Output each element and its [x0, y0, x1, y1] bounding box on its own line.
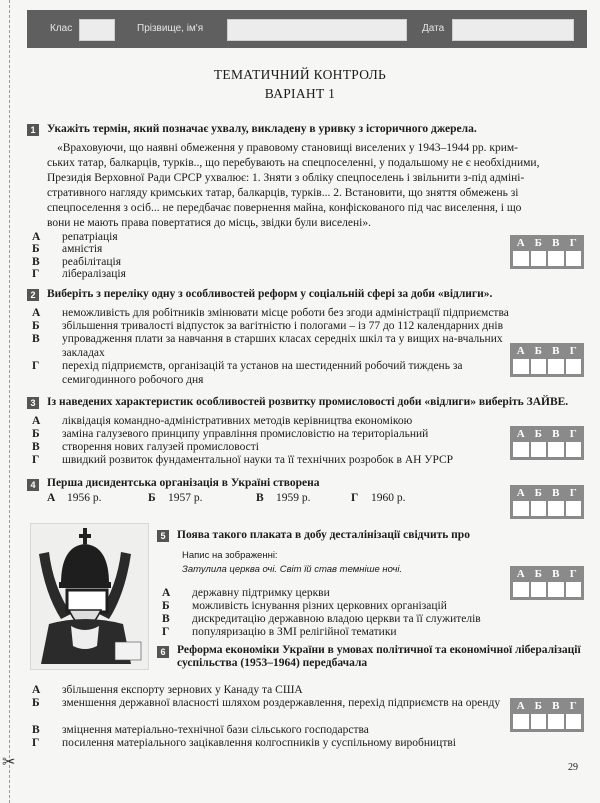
answer-letter: Г: [569, 345, 577, 357]
answer-option: [162, 626, 522, 640]
source-line: Президія Верховної Ради СРСР ухвалює: 1. Зняти з обліку спецпоселень і звільнити з-під адміні-: [47, 172, 525, 184]
answer-grid[interactable]: [510, 566, 584, 600]
answer-cell[interactable]: [531, 359, 547, 374]
answer-letter: В: [552, 345, 560, 357]
answer-cell[interactable]: [531, 251, 547, 266]
option-text: репатріація: [62, 231, 118, 243]
answer-option: [32, 724, 517, 738]
option-letter: Г: [32, 360, 40, 372]
option-letter: А: [47, 492, 56, 504]
answer-cell[interactable]: [548, 442, 564, 457]
question-text: Перша дисидентська організація в Україні створена: [47, 477, 320, 489]
answer-letter: Г: [569, 568, 577, 580]
answer-option: [32, 737, 517, 751]
option-text: посилення матеріального зацікавлення колгоспників у суспільному виробництві: [62, 737, 456, 749]
question-number: 2: [27, 289, 39, 301]
answer-letter: А: [516, 428, 525, 440]
answer-letter: Б: [534, 700, 542, 712]
question-number: 3: [27, 397, 39, 409]
name-field[interactable]: [227, 19, 407, 41]
question-number: 4: [27, 479, 39, 491]
question-text: Виберіть з переліку одну з особливостей реформ у соціальній сфері за доби «відлиги».: [47, 288, 493, 300]
option-text: реабілітація: [62, 256, 121, 268]
answer-letter: Б: [534, 428, 542, 440]
answer-letter: А: [516, 568, 525, 580]
question-text: Поява такого плаката в добу десталінізації свідчить про: [177, 529, 470, 541]
option-letter: Б: [32, 243, 40, 255]
option-text: заміна галузевого принципу управління промисловістю на територіальний: [62, 428, 429, 440]
option-letter: Б: [32, 320, 40, 332]
question-text: Укажіть термін, який позначає ухвалу, викладену в уривку з історичного джерела.: [47, 123, 477, 135]
answer-option: [256, 492, 311, 506]
question-number: 6: [157, 646, 169, 658]
answer-option: [351, 492, 406, 506]
answer-cell[interactable]: [513, 582, 529, 597]
answer-option: [32, 268, 362, 282]
source-line: спецпоселення з осіб... не передбачає повернення майна, конфіскованого під час виселення, і що: [47, 202, 522, 214]
option-letter: А: [32, 307, 41, 319]
answer-grid[interactable]: [510, 235, 584, 269]
option-letter: Б: [32, 428, 40, 440]
date-field[interactable]: [452, 19, 574, 41]
option-text: 1956 р.: [67, 492, 102, 504]
answer-option: [32, 320, 517, 334]
answer-cell[interactable]: [531, 442, 547, 457]
option-text: 1960 р.: [371, 492, 406, 504]
caption-text: Затулила церква очі. Світ їй став темніше ночі.: [182, 564, 403, 575]
answer-cell[interactable]: [566, 582, 582, 597]
option-text: упровадження плати за навчання в старших класах середніх шкіл та у вищих на-вчальних закладах: [62, 333, 503, 359]
option-letter: В: [256, 492, 264, 504]
answer-letter: А: [516, 345, 525, 357]
answer-cell[interactable]: [531, 714, 547, 729]
answer-option: [32, 697, 517, 711]
option-letter: А: [162, 587, 171, 599]
answer-cell[interactable]: [566, 359, 582, 374]
answer-cell[interactable]: [548, 251, 564, 266]
answer-letter: А: [516, 700, 525, 712]
question-number: 1: [27, 124, 39, 136]
answer-letter: Б: [534, 487, 542, 499]
answer-letter: Г: [569, 487, 577, 499]
answer-cell[interactable]: [566, 501, 582, 516]
answer-cell[interactable]: [548, 501, 564, 516]
answer-grid[interactable]: [510, 426, 584, 460]
option-letter: А: [32, 684, 41, 696]
option-letter: В: [32, 256, 40, 268]
answer-letter: А: [516, 487, 525, 499]
answer-letter: Б: [534, 237, 542, 249]
answer-grid[interactable]: [510, 485, 584, 519]
student-header: [27, 10, 587, 48]
answer-letter: Б: [534, 345, 542, 357]
option-text: зменшення державної власності шляхом роздержавлення, перехід підприємств на оренду: [62, 697, 501, 709]
option-letter: В: [32, 333, 40, 345]
option-letter: Г: [32, 268, 40, 280]
answer-option: [32, 307, 517, 321]
option-text: перехід підприємств, організацій та установ на шестиденний робочий тиждень за семигодинного робочого дня: [62, 360, 463, 386]
option-text: створення нових галузей промисловості: [62, 441, 259, 453]
answer-option: [47, 492, 102, 506]
question-text: Із наведених характеристик особливостей розвитку промисловості доби «відлиги» виберіть ЗАЙВЕ.: [47, 396, 569, 408]
answer-option: [32, 333, 517, 360]
option-text: неможливість для робітників змінювати місце роботи без згоди адміністрації підприємства: [62, 307, 509, 319]
caption-label: Напис на зображенні:: [182, 550, 278, 561]
option-letter: А: [32, 231, 41, 243]
option-letter: В: [32, 724, 40, 736]
option-letter: Б: [162, 600, 170, 612]
option-text: збільшення тривалості відпусток за вагітністю і пологами – із 77 до 112 календарних днів: [62, 320, 504, 332]
poster-image: [30, 523, 149, 670]
option-text: державну підтримку церкви: [192, 587, 330, 599]
answer-option: [32, 684, 517, 698]
variant-title: ВАРІАНТ 1: [264, 86, 336, 101]
source-quote: [47, 141, 581, 231]
answer-grid[interactable]: [510, 698, 584, 732]
answer-cell[interactable]: [513, 442, 529, 457]
answer-cell[interactable]: [531, 582, 547, 597]
answer-option: [32, 441, 522, 455]
answer-option: [32, 415, 522, 429]
question-text: Реформа економіки України в умовах політичної та економічної лібералізації суспільства (1953–1964) передбачала: [177, 644, 581, 669]
answer-cell[interactable]: [513, 714, 529, 729]
option-text: збільшення експорту зернових у Канаду та США: [62, 684, 303, 696]
answer-grid[interactable]: [510, 343, 584, 377]
option-text: дискредитацію державною владою церкви та її служителів: [192, 613, 481, 625]
answer-cell[interactable]: [531, 501, 547, 516]
option-text: 1959 р.: [276, 492, 311, 504]
option-text: популяризацію в ЗМІ релігійної тематики: [192, 626, 397, 638]
option-letter: Б: [32, 697, 40, 709]
option-text: ліквідація командно-адміністративних методів керівництва економікою: [62, 415, 413, 427]
option-text: можливість існування різних церковних організацій: [192, 600, 447, 612]
source-line: вони не мають права повертатися до місць, звідки були виселені».: [47, 217, 371, 229]
option-text: лібералізація: [62, 268, 126, 280]
answer-cell[interactable]: [513, 501, 529, 516]
class-field[interactable]: [79, 19, 115, 41]
answer-cell[interactable]: [513, 359, 529, 374]
source-line: ських татар, балкарців, турків.., що перебувають на спецпоселенні, у подальшому не є необхідними,: [47, 157, 540, 169]
option-letter: Б: [148, 492, 156, 504]
answer-cell[interactable]: [548, 714, 564, 729]
answer-option: [32, 360, 517, 387]
answer-cell[interactable]: [548, 582, 564, 597]
answer-cell[interactable]: [566, 251, 582, 266]
source-line: стративного нагляду кримських татар, балкарців, турків... 2. Встановити, що зняття обмежень зі: [47, 187, 519, 199]
answer-letter: Г: [569, 700, 577, 712]
answer-cell[interactable]: [566, 442, 582, 457]
answer-cell[interactable]: [513, 251, 529, 266]
answer-letter: А: [516, 237, 525, 249]
option-text: 1957 р.: [168, 492, 203, 504]
answer-letter: В: [552, 428, 560, 440]
answer-cell[interactable]: [566, 714, 582, 729]
question-number: 5: [157, 530, 169, 542]
answer-option: [32, 243, 362, 257]
page-number: 29: [568, 762, 578, 773]
answer-letter: В: [552, 568, 560, 580]
option-letter: В: [32, 441, 40, 453]
answer-option: [148, 492, 203, 506]
answer-letter: Г: [569, 237, 577, 249]
name-label: Прізвище, ім'я: [137, 23, 204, 34]
answer-option: [162, 600, 522, 614]
answer-letter: В: [552, 700, 560, 712]
answer-option: [162, 587, 522, 601]
answer-letter: В: [552, 237, 560, 249]
answer-letter: Б: [534, 568, 542, 580]
option-text: зміцнення матеріально-технічної бази сільського господарства: [62, 724, 369, 736]
answer-option: [162, 613, 522, 627]
option-text: швидкий розвиток фундаментальної науки та її технічних розробок в АН УРСР: [62, 454, 454, 466]
option-letter: В: [162, 613, 170, 625]
date-label: Дата: [422, 23, 445, 34]
answer-letter: Г: [569, 428, 577, 440]
option-letter: Г: [351, 492, 359, 504]
answer-cell[interactable]: [548, 359, 564, 374]
answer-option: [32, 454, 522, 468]
option-letter: А: [32, 415, 41, 427]
option-text: амністія: [62, 243, 103, 255]
class-label: Клас: [50, 23, 73, 34]
option-letter: Г: [32, 454, 40, 466]
option-letter: Г: [162, 626, 170, 638]
answer-letter: В: [552, 487, 560, 499]
scissors-icon: ✂: [2, 754, 16, 771]
cut-line: [9, 0, 10, 803]
answer-option: [32, 428, 522, 442]
page-title: ТЕМАТИЧНИЙ КОНТРОЛЬ: [213, 67, 387, 82]
source-line: «Враховуючи, що наявні обмеження у правовому становищі виселених у 1943–1944 рр. крим-: [57, 142, 519, 154]
option-letter: Г: [32, 737, 40, 749]
